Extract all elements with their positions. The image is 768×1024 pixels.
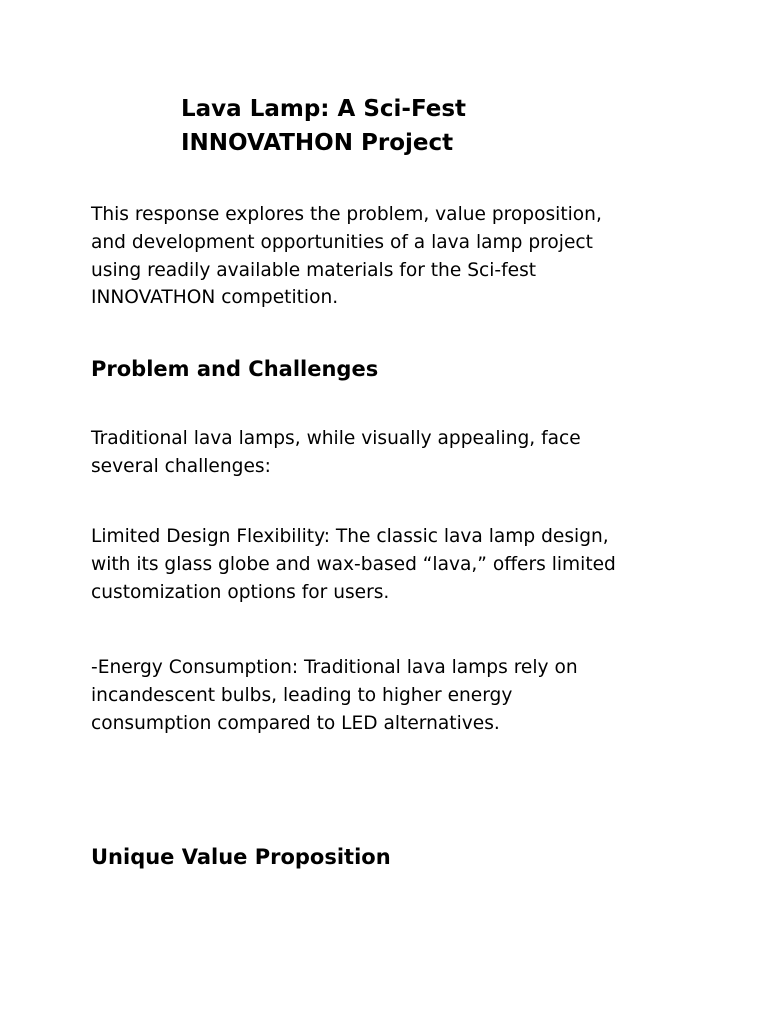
challenges-intro-line: several challenges: — [91, 455, 271, 477]
intro-line: This response explores the problem, value proposition, — [91, 204, 602, 225]
challenge-energy-line: -Energy Consumption: Traditional lava lamps rely on — [91, 657, 578, 678]
heading-unique-value-proposition: Unique Value Proposition — [91, 845, 391, 869]
intro-line: INNOVATHON competition. — [91, 287, 339, 309]
challenges-intro-paragraph — [91, 425, 681, 481]
challenge-design-line: Limited Design Flexibility: The classic lava lamp design, — [91, 526, 609, 547]
challenge-design-paragraph — [91, 523, 681, 606]
challenge-design-line: customization options for users. — [91, 581, 390, 603]
title-line: INNOVATHON Project — [181, 130, 454, 156]
intro-paragraph — [91, 201, 681, 312]
challenge-energy-paragraph — [91, 654, 681, 737]
title-line: Lava Lamp: A Sci-Fest — [181, 96, 467, 122]
heading-problem-and-challenges: Problem and Challenges — [91, 357, 379, 381]
challenges-intro-line: Traditional lava lamps, while visually appealing, face — [91, 428, 581, 449]
document-title — [181, 92, 601, 160]
challenge-energy-line: incandescent bulbs, leading to higher energy — [91, 684, 513, 706]
challenge-energy-line: consumption compared to LED alternatives. — [91, 712, 500, 734]
intro-line: using readily available materials for the Sci-fest — [91, 259, 537, 281]
challenge-design-line: with its glass globe and wax-based “lava,” offers limited — [91, 553, 616, 575]
intro-line: and development opportunities of a lava lamp project — [91, 231, 593, 253]
